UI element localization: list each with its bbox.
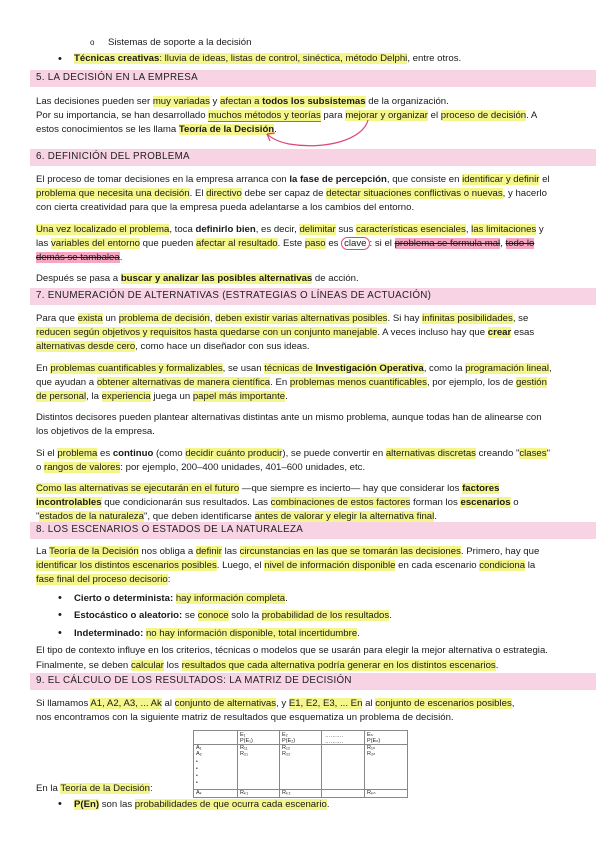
matrix-cell: R₂₂ [282, 751, 291, 757]
section-8-body [36, 545, 558, 673]
section-title: 6. DEFINICIÓN DEL PROBLEMA [36, 151, 190, 162]
sub-bullet-text: Sistemas de soporte a la decisión [108, 37, 252, 48]
paragraph: Las decisiones pueden ser muy variadas y afectan a todos los subsistemas de la organización. [36, 96, 449, 107]
paragraph: nos encontramos con la siguiente matriz de resultados que esquematiza un problema de decisión. [36, 712, 454, 724]
bullet-bold: Técnicas creativas [74, 53, 160, 65]
paragraph: El proceso de tomar decisiones en la empresa arranca con la fase de percepción, que consiste en identificar y definir el [36, 174, 550, 185]
paragraph: las variables del entorno que pueden afectar al resultado. Este paso es clave : si el problema se formula mal, todo lo [36, 237, 535, 249]
section-title: 8. LOS ESCENARIOS O ESTADOS DE LA NATURALEZA [36, 524, 304, 535]
matrix-cell: R₂ₙ [367, 751, 376, 757]
paragraph: fase final del proceso decisorio: [36, 574, 171, 586]
paragraph: Distintos decisores pueden plantear alternativas distintas ante un mismo problema, aunque todas han de alinearse con [36, 412, 542, 424]
section-7-body [36, 312, 558, 525]
paragraph: Después se pasa a buscar y analizar las posibles alternativas de acción. [36, 273, 359, 285]
paragraph: Como las alternativas se ejecutarán en el futuro —que siempre es incierto— hay que considerar los factores [36, 483, 500, 495]
matrix-header-pe1: P(E₁) [240, 738, 253, 744]
paragraph: incontrolables que condicionarán sus resultados. Las combinaciones de estos factores forman los escenarios o [36, 497, 519, 509]
section-9-body [36, 697, 558, 725]
paragraph: En problemas cuantificables y formalizables, se usan técnicas de Investigación Operativa, como la programación lineal, [36, 362, 552, 374]
matrix-header-pen: P(Eₙ) [367, 738, 381, 744]
section-8-header [30, 522, 596, 539]
matrix-row-ak: Aₖ [196, 790, 203, 796]
matrix-cell: R₁₁ [240, 745, 248, 751]
matrix-header-en: Eₙ [367, 732, 373, 738]
scenario-list [36, 590, 558, 643]
paragraph: de personal, la experiencia juega un papel más importante. [36, 391, 288, 403]
paragraph: Para que exista un problema de decisión, deben existir varias alternativas posibles. Si hay infinitas posibilidades, se [36, 313, 529, 324]
matrix-row-a2: A₂ [196, 751, 202, 757]
paragraph: reducen según objetivos y requisitos hasta quedarse con un conjunto manejable. A veces incluso hay que crear esas [36, 327, 535, 339]
top-list [36, 36, 558, 66]
matrix-header-e1: E₁ [240, 732, 246, 738]
paragraph: "estados de la naturaleza", que deben identificarse antes de valorar y elegir la alternativa final. [36, 511, 437, 523]
paragraph: demás se tambalea. [36, 252, 123, 264]
paragraph: La Teoría de la Decisión nos obliga a definir las circunstancias en las que se tomarán las decisiones. Primero, hay que [36, 546, 540, 557]
paragraph: o rangos de valores: por ejemplo, 200–400 unidades, 401–600 unidades, etc. [36, 461, 366, 473]
list-item: • Indeterminado: no hay información disponible, total incertidumbre. [36, 625, 558, 643]
circled-word: clave [341, 237, 369, 250]
list-item: • Estocástico o aleatorio: se conoce solo la probabilidad de los resultados. [36, 607, 558, 625]
paragraph: problema que necesita una decisión. El directivo debe ser capaz de detectar situaciones conflictivas o nuevas, y hacerlo [36, 188, 547, 200]
sub-bullet-item: o Sistemas de soporte a la decisión [90, 37, 252, 48]
paragraph: Una vez localizado el problema, toca definirlo bien, es decir, delimitar sus características esenciales, las limitaciones y [36, 223, 544, 235]
matrix-dot: • [196, 780, 198, 786]
matrix-header-dots: ………. [325, 733, 344, 739]
handwritten-arrow-icon [255, 118, 375, 152]
section-title: 9. EL CÁLCULO DE LOS RESULTADOS: LA MATRIZ DE DECISIÓN [36, 675, 352, 686]
section-title: 7. ENUMERACIÓN DE ALTERNATIVAS (ESTRATEGIAS O LÍNEAS DE ACTUACIÓN) [36, 290, 432, 301]
paragraph: Si llamamos A1, A2, A3, ... Ak al conjunto de alternativas, y E1, E2, E3, ... En al conjunto de escenarios posibles, [36, 698, 515, 709]
paragraph: que ayudan a obtener alternativas de manera científica. En problemas menos cuantificables, por ejemplo, los de gestión [36, 376, 547, 388]
paragraph: Finalmente, se deben calcular los resultados que cada alternativa podría generar en los distintos escenarios. [36, 659, 499, 671]
matrix-header-dots: ………. [325, 739, 344, 745]
paragraph: Si el problema es continuo (como decidir cuánto producir), se puede convertir en alternativas discretas creando "clases" [36, 447, 550, 459]
paragraph: alternativas desde cero, como hace un diseñador con sus ideas. [36, 341, 310, 353]
section-6-body [36, 173, 558, 286]
matrix-dot: • [196, 773, 198, 779]
paragraph: con cierta creatividad para que la empresa pueda adelantarse a los cambios del entorno. [36, 202, 415, 214]
paragraph: los objetivos de la empresa. [36, 426, 155, 438]
bullet-highlight: : lluvia de ideas, listas de control, sinéctica, método Delphi [159, 53, 408, 65]
list-item: • P(En) son las probabilidades de que ocurra cada escenario. [36, 796, 558, 814]
matrix-dot: • [196, 759, 198, 765]
matrix-dot: • [196, 766, 198, 772]
section-title: 5. LA DECISIÓN EN LA EMPRESA [36, 72, 198, 83]
probability-list [36, 796, 558, 814]
matrix-cell: Rₖ₂ [282, 790, 291, 796]
matrix-header-pe2: P(E₂) [282, 738, 296, 744]
section-9-footer [36, 782, 558, 814]
paragraph: El tipo de contexto influye en los criterios, técnicas o modelos que se usarán para elegir la mejor alternativa o estrategia. [36, 645, 548, 657]
matrix-cell: Rₖ₁ [240, 790, 249, 796]
section-5-header [30, 70, 596, 87]
section-6-header [30, 149, 596, 166]
matrix-cell: R₁ₙ [367, 745, 376, 751]
matrix-cell: R₁₂ [282, 745, 290, 751]
matrix-row-a1: A₁ [196, 745, 202, 751]
list-item: • Cierto o determinista: hay información completa. [36, 590, 558, 608]
matrix-cell: Rₖₙ [367, 790, 376, 796]
paragraph: En la Teoría de la Decisión: [36, 783, 153, 794]
section-9-header [30, 673, 596, 690]
paragraph: identificar los distintos escenarios posibles. Luego, el nivel de información disponible en cada escenario condiciona la [36, 560, 536, 572]
bullet-item: • Técnicas creativas: lluvia de ideas, listas de control, sinéctica, método Delphi, entre otros. [58, 53, 462, 66]
paragraph: Por su importancia, se han desarrollado muchos métodos y teorías para mejorar y organizar el proceso de decisión. A [36, 110, 538, 122]
matrix-header-e2: E₂ [282, 732, 288, 738]
paragraph: estos conocimientos se les llama Teoría de la Decisión. [36, 124, 277, 136]
section-7-header [30, 288, 596, 305]
matrix-cell: R₂₁ [240, 751, 248, 757]
